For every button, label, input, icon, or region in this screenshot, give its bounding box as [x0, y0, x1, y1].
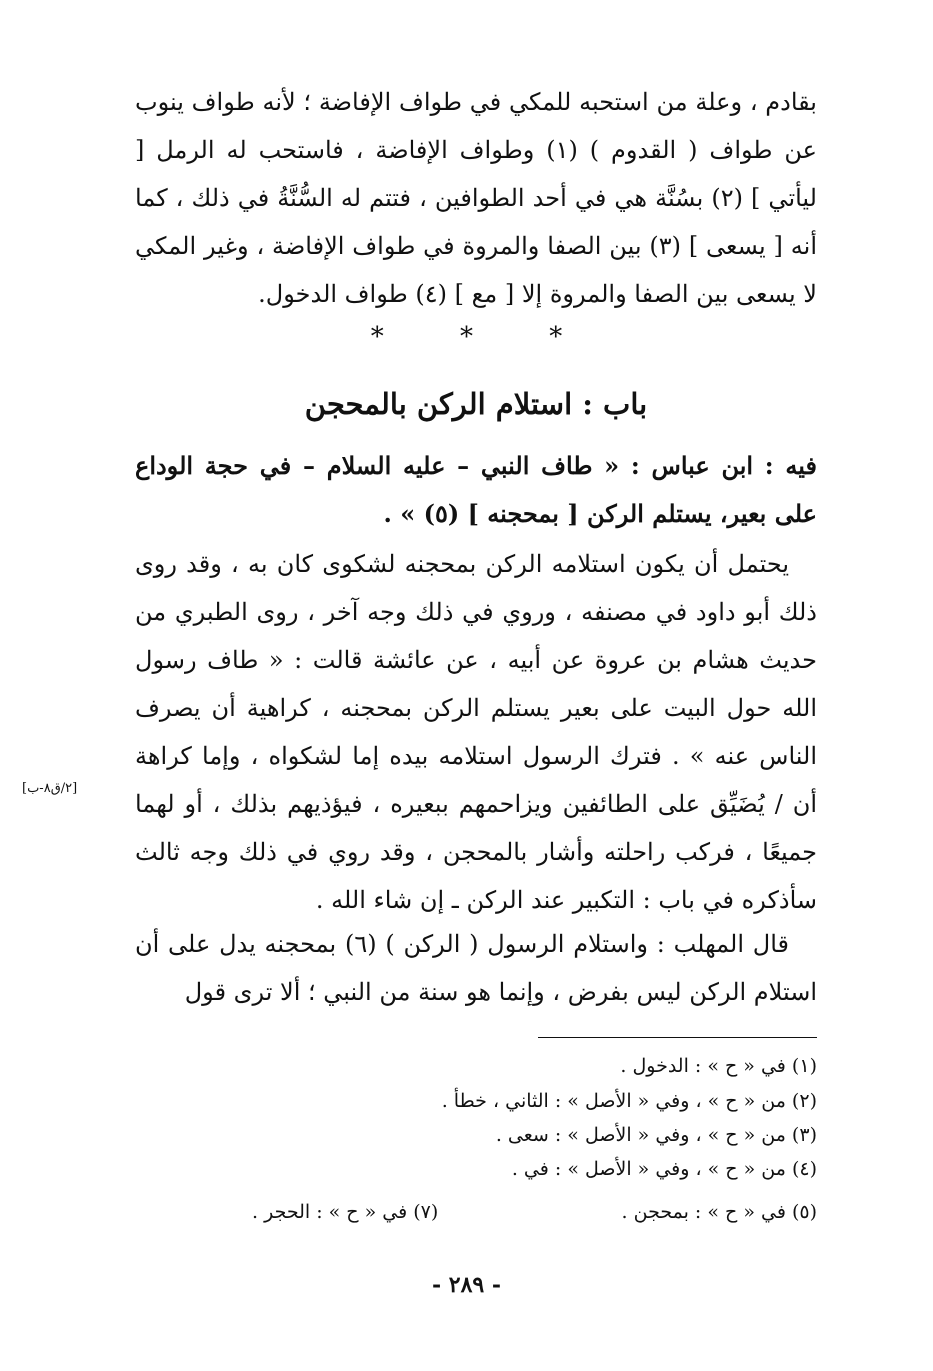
section-separator: [0, 322, 933, 352]
footnote-2: (٢) من « ح » ، وفي « الأصل » : الثاني ، خطأ .: [441, 1090, 817, 1112]
separator-star: *: [549, 322, 563, 352]
separator-star: *: [370, 322, 384, 352]
footnote-7: (٧) في « ح » : الحجر .: [252, 1201, 439, 1223]
chapter-title: باب : استلام الركن بالمحجن: [304, 387, 648, 421]
footnote-3: (٣) من « ح » ، وفي « الأصل » : سعى .: [495, 1124, 817, 1146]
margin-manuscript-reference: [٢/ق٨-ب]: [22, 781, 78, 796]
footnote-divider: [538, 1037, 817, 1038]
body-paragraph-1: بقادم ، وعلة من استحبه للمكي في طواف الإفاضة ؛ لأنه طواف ينوب عن طواف ( القدوم ) (١) وطواف الإفاضة ، فاستحب له الرمل [ ليأتي ] (٢) بسُنَّة هي في أحد الطوافين ، فتتم له السُّنَّةُ في ذلك ، كما أنه [ يسعى ] (٣) بين الصفا والمروة في طواف الإفاضة ، وغير المكي لا يسعى بين الصفا والمروة إلا [ مع ] (٤) طواف الدخول.: [135, 88, 817, 308]
body-paragraph-3: قال المهلب : واستلام الرسول ( الركن ) (٦) بمحجنه يدل على أن استلام الركن ليس بفرض ، وإنما هو سنة من النبي ؛ ألا ترى قول: [135, 930, 817, 1006]
hadith-text: فيه : ابن عباس : « طاف النبي – عليه السلام – في حجة الوداع على بعير، يستلم الركن [ بمحجنه ] (٥) » .: [135, 451, 817, 528]
body-paragraph-2: يحتمل أن يكون استلامه الركن بمحجنه لشكوى كان به ، وقد روى ذلك أبو داود في مصنفه ، وروي في ذلك وجه آخر ، روى الطبري من حديث هشام بن عروة عن أبيه ، عن عائشة قالت : « طاف رسول الله حول البيت على بعير يستلم الركن بمحجنه ، كراهية أن يصرف الناس عنه » . فترك الرسول استلامه بيده إما لشكواه ، وإما كراهة أن / يُضَيِّق على الطائفين ويزاحمهم ببعيره ، فيؤذيهم بذلك ، أو لهما جميعًا ، فركب راحلته وأشار بالمحجن ، وقد روي في ذلك وجه ثالث سأذكره في باب : التكبير عند الركن ـ إن شاء الله .: [135, 550, 817, 914]
page-number: - ٢٨٩ -: [431, 1272, 502, 1298]
footnote-4: (٤) من « ح » ، وفي « الأصل » : في .: [511, 1158, 817, 1180]
footnote-1: (١) في « ح » : الدخول .: [620, 1055, 817, 1077]
separator-star: *: [460, 322, 473, 352]
footnote-5: (٥) في « ح » : بمحجن .: [621, 1201, 817, 1223]
